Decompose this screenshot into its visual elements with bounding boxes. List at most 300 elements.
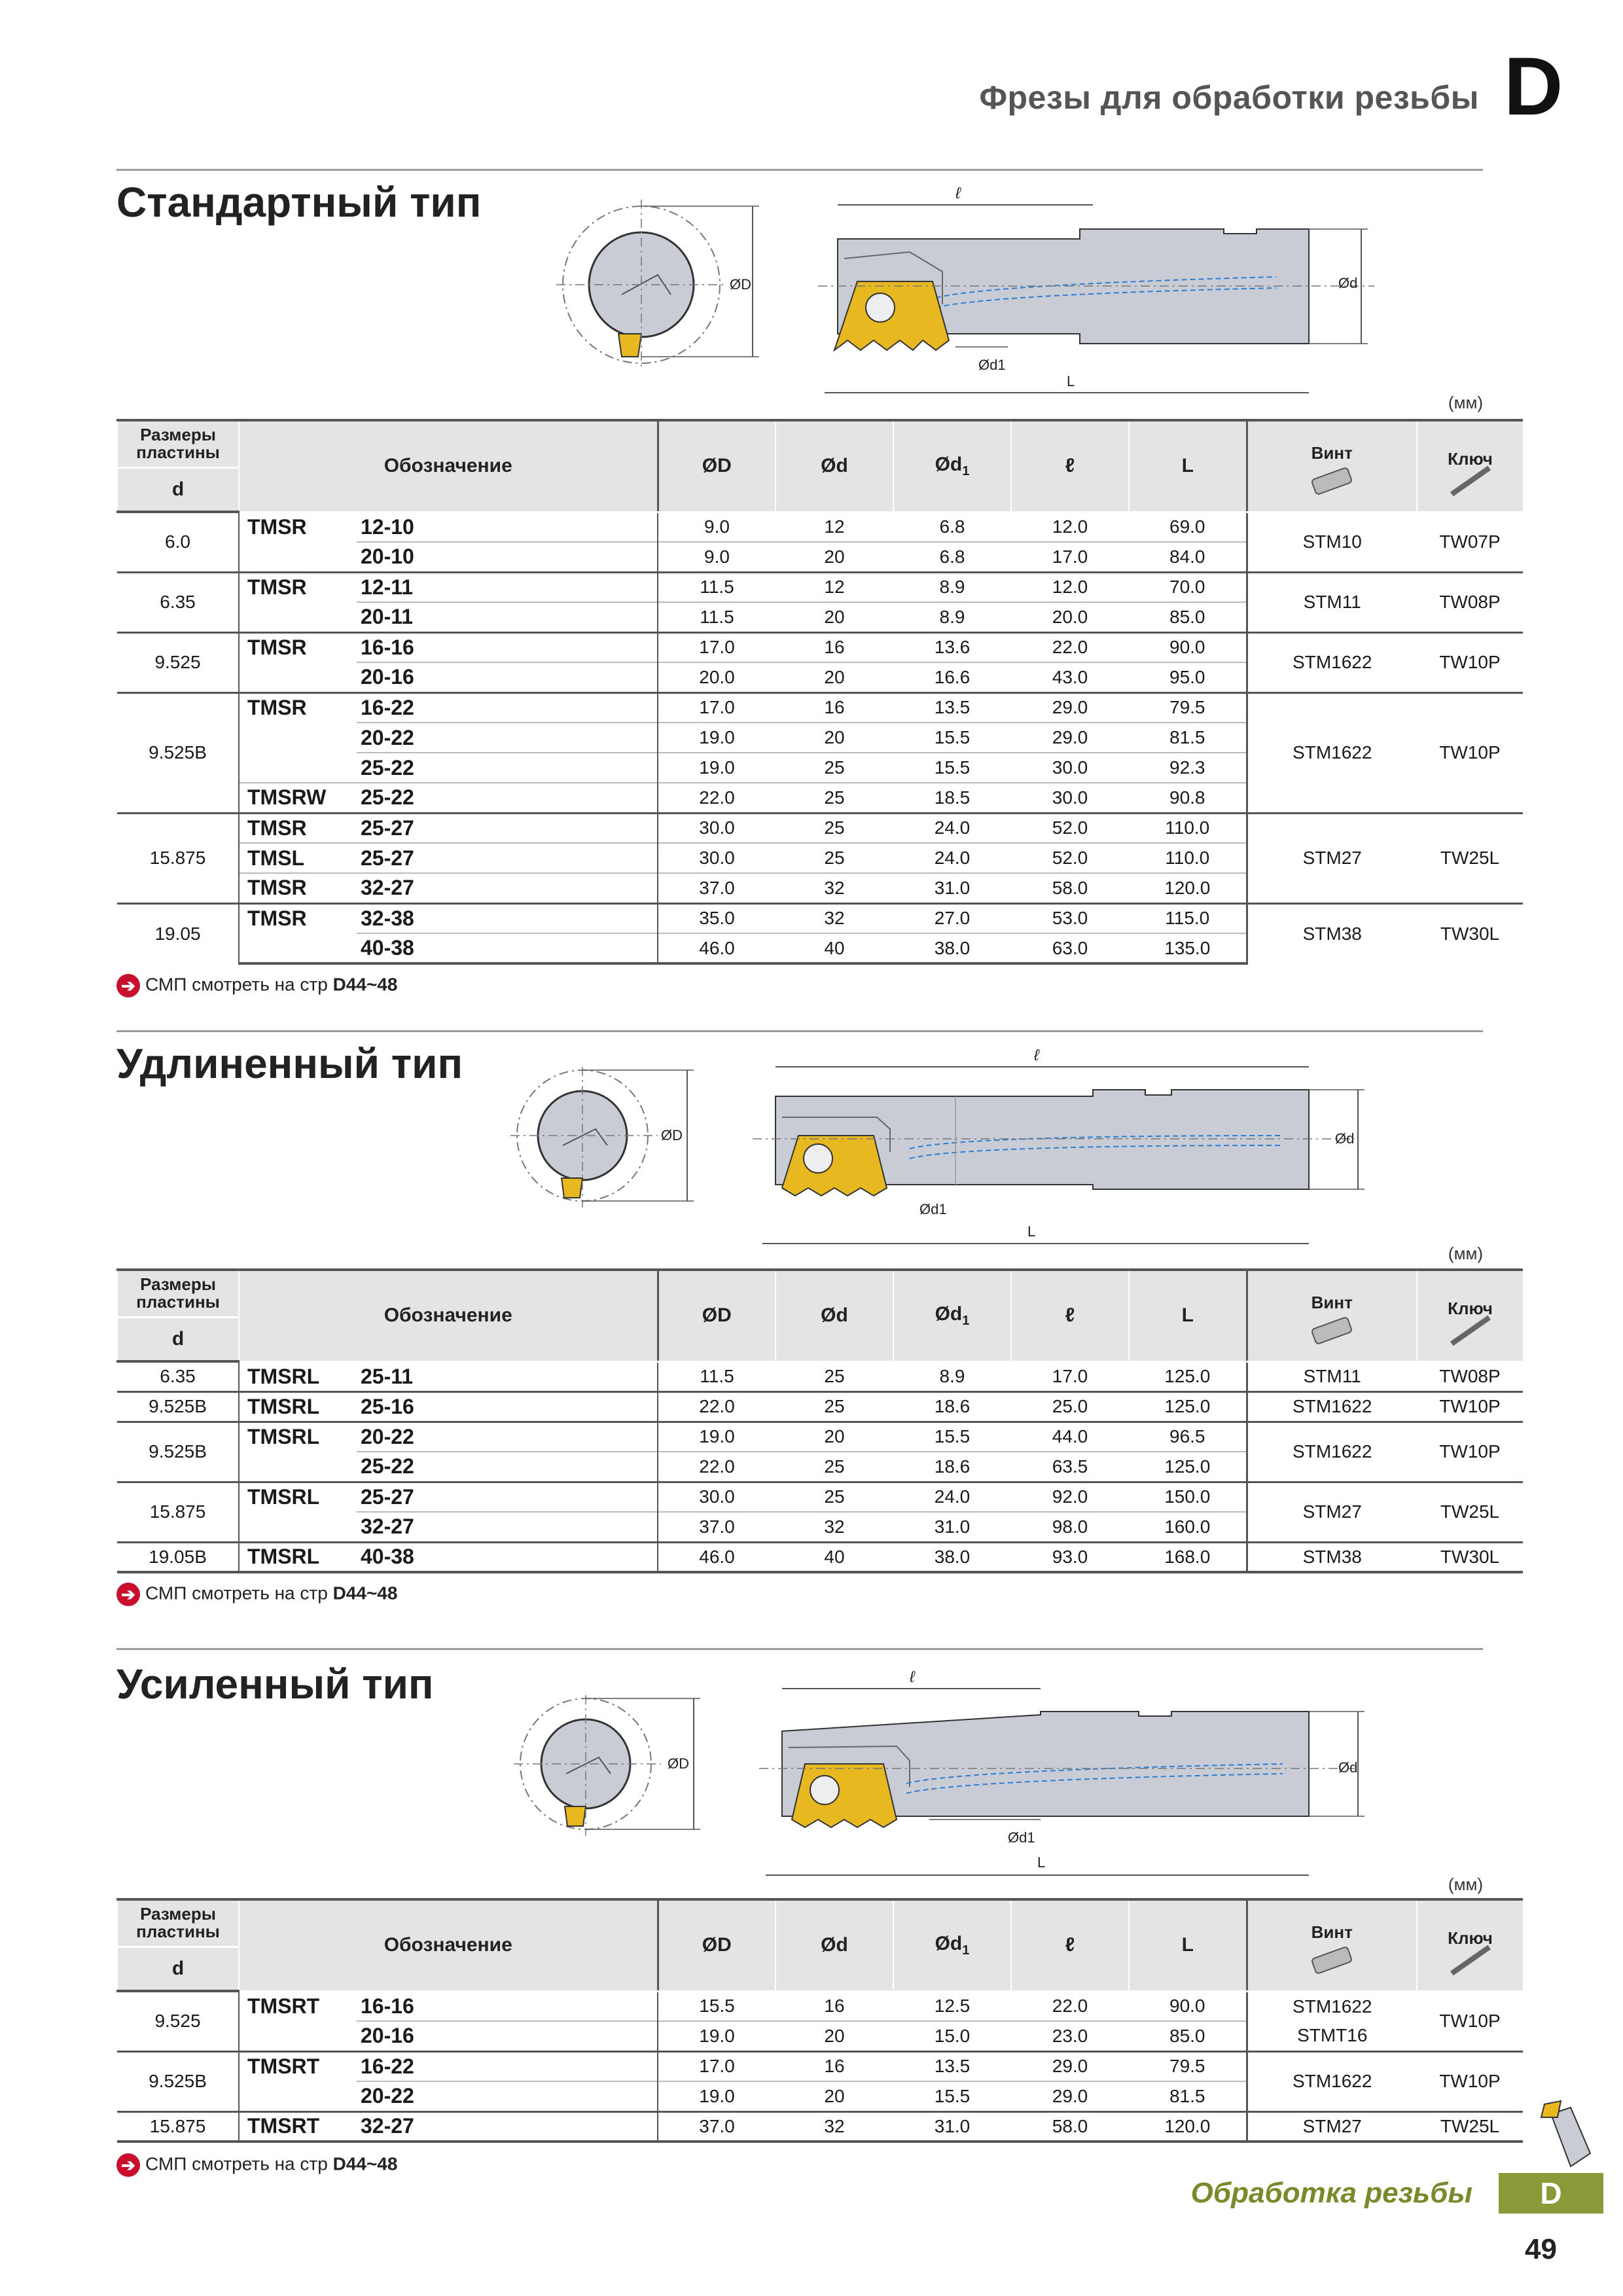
table-cell: 30.0 xyxy=(658,813,776,843)
table-cell: 120.0 xyxy=(1129,2111,1247,2142)
insert-reference-note-3[interactable]: ➔ СМП смотреть на стр D44~48 xyxy=(116,2153,397,2177)
table-cell: 40 xyxy=(776,1542,893,1572)
dim-label-d1: Ød1 xyxy=(978,357,1006,373)
header-title: Фрезы для обработки резьбы xyxy=(979,79,1479,116)
table-cell: 20 xyxy=(776,662,893,692)
dim-label-l: ℓ xyxy=(955,185,961,202)
table-cell: TMSR xyxy=(239,873,357,903)
table-cell: STM27 xyxy=(1247,2111,1417,2142)
spec-table-standard xyxy=(116,419,1523,965)
table-cell: 15.0 xyxy=(893,2021,1011,2051)
table-cell: TW10P xyxy=(1417,632,1523,692)
svg-text:ØD: ØD xyxy=(661,1127,683,1143)
table-cell: 37.0 xyxy=(658,1512,776,1542)
table-cell: TMSL xyxy=(239,843,357,873)
table-cell: 32 xyxy=(776,873,893,903)
table-cell: 29.0 xyxy=(1011,2081,1129,2111)
table-cell: 19.0 xyxy=(658,723,776,753)
table-cell: TW10P xyxy=(1417,1391,1523,1422)
table-cell: 20-16 xyxy=(357,2021,658,2051)
header-L: L xyxy=(1129,420,1247,512)
table-cell: TMSRL xyxy=(239,1361,357,1391)
table-cell: 25-11 xyxy=(357,1361,658,1391)
header-rule xyxy=(116,169,1483,171)
table-cell: 15.875 xyxy=(117,1482,239,1542)
table-cell: 19.0 xyxy=(658,2081,776,2111)
table-cell: 25 xyxy=(776,1361,893,1391)
table-cell: 11.5 xyxy=(658,602,776,632)
table-cell: 25.0 xyxy=(1011,1391,1129,1422)
table-cell: 95.0 xyxy=(1129,662,1247,692)
header-section-letter: D xyxy=(1504,41,1563,132)
svg-text:ℓ: ℓ xyxy=(910,1668,915,1686)
table-cell: 16-16 xyxy=(357,1991,658,2021)
table-header-cell: $Ød_1$ xyxy=(893,1270,1011,1361)
table-cell: 6.8 xyxy=(893,512,1011,542)
table-cell: 135.0 xyxy=(1129,933,1247,963)
section-title-reinforced: Усиленный тип xyxy=(116,1660,434,1708)
key-icon xyxy=(1450,465,1491,496)
table-header-cell: L xyxy=(1129,1899,1247,1991)
drawing-standard-side-view xyxy=(818,180,1394,403)
table-cell: TW07P xyxy=(1417,512,1523,572)
table-cell: 16 xyxy=(776,1991,893,2021)
table-cell: 16-16 xyxy=(357,632,658,662)
table-header-cell: Обозначение xyxy=(239,1270,658,1361)
table-cell: 63.0 xyxy=(1011,933,1129,963)
table-cell: 32-27 xyxy=(357,873,658,903)
table-cell: STM1622 xyxy=(1247,692,1417,813)
table-cell: TMSRL xyxy=(239,1391,357,1422)
header-l: ℓ xyxy=(1011,420,1129,512)
table-cell: 31.0 xyxy=(893,2111,1011,2142)
table-cell: 40 xyxy=(776,933,893,963)
table-cell: 81.5 xyxy=(1129,2081,1247,2111)
table-cell: STM11 xyxy=(1247,572,1417,632)
table-cell: 25 xyxy=(776,1482,893,1512)
table-cell: 9.525 xyxy=(117,632,239,692)
table-cell: 16.6 xyxy=(893,662,1011,692)
table-cell: 15.5 xyxy=(893,723,1011,753)
table-cell: 58.0 xyxy=(1011,2111,1129,2142)
table-cell: 32-27 xyxy=(357,1512,658,1542)
table-cell: 40-38 xyxy=(357,1542,658,1572)
table-cell: TMSRT xyxy=(239,2051,357,2081)
table-cell: STM1622 xyxy=(1247,2051,1417,2111)
table-cell: STMT16 xyxy=(1247,2021,1417,2051)
table-cell: TMSR xyxy=(239,813,357,843)
key-icon xyxy=(1450,1315,1491,1346)
table-cell: 18.5 xyxy=(893,783,1011,813)
table-cell: 96.5 xyxy=(1129,1422,1247,1452)
table-cell: 93.0 xyxy=(1011,1542,1129,1572)
table-cell: 30.0 xyxy=(658,843,776,873)
table-cell: 37.0 xyxy=(658,2111,776,2142)
table-cell: 40-38 xyxy=(357,933,658,963)
table-cell: 46.0 xyxy=(658,933,776,963)
svg-text:ØD: ØD xyxy=(668,1755,689,1772)
table-cell: 32 xyxy=(776,903,893,933)
table-cell: TW10P xyxy=(1417,1991,1523,2051)
table-cell: TW25L xyxy=(1417,813,1523,903)
table-header-cell: Размеры пластины xyxy=(117,1899,239,1946)
table-cell: 6.8 xyxy=(893,542,1011,572)
table-cell: 25-27 xyxy=(357,1482,658,1512)
table-cell: 16-22 xyxy=(357,692,658,723)
table-cell: STM1622 xyxy=(1247,1991,1417,2021)
header-D: ØD xyxy=(658,420,776,512)
table-cell: 16-22 xyxy=(357,2051,658,2081)
table-cell: 24.0 xyxy=(893,1482,1011,1512)
table-cell: 25 xyxy=(776,753,893,783)
table-cell: 24.0 xyxy=(893,843,1011,873)
table-cell: 29.0 xyxy=(1011,692,1129,723)
table-cell: 29.0 xyxy=(1011,723,1129,753)
table-cell: 58.0 xyxy=(1011,873,1129,903)
table-cell: 9.525B xyxy=(117,1422,239,1482)
table-cell: 25-27 xyxy=(357,813,658,843)
table-cell: TMSRL xyxy=(239,1482,357,1512)
table-header-cell: Размеры пластины xyxy=(117,1270,239,1317)
table-cell: 9.525B xyxy=(117,2051,239,2111)
table-cell: 25-27 xyxy=(357,843,658,873)
table-cell: 79.5 xyxy=(1129,2051,1247,2081)
table-cell: 12 xyxy=(776,572,893,602)
screw-icon xyxy=(1311,1316,1353,1345)
table-cell: 25-22 xyxy=(357,783,658,813)
footer-section-tab[interactable]: D xyxy=(1499,2173,1603,2214)
header-insert-size: Размеры пластины xyxy=(117,420,239,467)
drawing-extended-side-view xyxy=(753,1044,1381,1253)
table-cell: 8.9 xyxy=(893,572,1011,602)
table-cell: 6.35 xyxy=(117,572,239,632)
table-cell: TMSRL xyxy=(239,1542,357,1572)
table-cell: 31.0 xyxy=(893,873,1011,903)
table-cell: 120.0 xyxy=(1129,873,1247,903)
table-cell: 20-22 xyxy=(357,1422,658,1452)
table-cell: 12.5 xyxy=(893,1991,1011,2021)
table-cell: 32 xyxy=(776,1512,893,1542)
table-cell: 90.0 xyxy=(1129,1991,1247,2021)
table-cell: 32-27 xyxy=(357,2111,658,2142)
table-header-cell: Ød xyxy=(776,1899,893,1991)
table-cell: 9.0 xyxy=(658,542,776,572)
table-cell: 125.0 xyxy=(1129,1391,1247,1422)
table-header-cell: Обозначение xyxy=(239,1899,658,1991)
table-cell: 20-22 xyxy=(357,723,658,753)
table-cell: 43.0 xyxy=(1011,662,1129,692)
header-key: Ключ xyxy=(1417,420,1523,512)
table-cell: 90.8 xyxy=(1129,783,1247,813)
insert-reference-note-2[interactable]: ➔ СМП смотреть на стр D44~48 xyxy=(116,1583,397,1606)
table-cell: 18.6 xyxy=(893,1452,1011,1482)
table-cell: 22.0 xyxy=(658,1391,776,1422)
spec-table-extended xyxy=(116,1268,1523,1573)
table-cell: TW08P xyxy=(1417,1361,1523,1391)
table-cell: 115.0 xyxy=(1129,903,1247,933)
table-cell: TW25L xyxy=(1417,1482,1523,1542)
table-cell: 20-10 xyxy=(357,542,658,572)
table-cell: 25 xyxy=(776,843,893,873)
table-cell: 81.5 xyxy=(1129,723,1247,753)
table-cell: 44.0 xyxy=(1011,1422,1129,1452)
header-insert-d: d xyxy=(117,467,239,512)
svg-text:ℓ: ℓ xyxy=(1034,1047,1039,1064)
table-cell: 9.525 xyxy=(117,1991,239,2051)
table-cell: 19.0 xyxy=(658,753,776,783)
table-cell xyxy=(239,723,357,753)
table-cell: STM10 xyxy=(1247,512,1417,572)
header-d1: $Ød_1$ xyxy=(893,420,1011,512)
table-cell: 12-10 xyxy=(357,512,658,542)
table-cell: 17.0 xyxy=(658,632,776,662)
table-cell: 32 xyxy=(776,2111,893,2142)
drawing-reinforced-side-view xyxy=(759,1662,1374,1885)
table-cell: TMSR xyxy=(239,572,357,602)
table-cell: 9.0 xyxy=(658,512,776,542)
table-cell: 125.0 xyxy=(1129,1452,1247,1482)
header-screw: Винт xyxy=(1247,420,1417,512)
table-cell: 84.0 xyxy=(1129,542,1247,572)
table-cell: 15.5 xyxy=(658,1991,776,2021)
table-cell: 11.5 xyxy=(658,1361,776,1391)
arrow-right-icon: ➔ xyxy=(116,974,140,997)
table-cell: 20 xyxy=(776,1422,893,1452)
section-rule-3 xyxy=(116,1648,1483,1650)
table-cell: 17.0 xyxy=(658,2051,776,2081)
table-header-cell: Винт xyxy=(1247,1270,1417,1361)
table-cell: TMSRL xyxy=(239,1422,357,1452)
table-cell: STM38 xyxy=(1247,1542,1417,1572)
table-cell xyxy=(239,753,357,783)
table-cell: TW10P xyxy=(1417,692,1523,813)
svg-text:L: L xyxy=(1027,1223,1036,1240)
table-cell: 18.6 xyxy=(893,1391,1011,1422)
table-header-cell: Ключ xyxy=(1417,1899,1523,1991)
table-cell: 15.875 xyxy=(117,813,239,903)
table-cell: 69.0 xyxy=(1129,512,1247,542)
table-cell: 17.0 xyxy=(658,692,776,723)
table-header-cell: Винт xyxy=(1247,1899,1417,1991)
table-header-cell: Ød xyxy=(776,1270,893,1361)
table-cell: TW10P xyxy=(1417,1422,1523,1482)
unit-label-2: (мм) xyxy=(1448,1244,1483,1263)
table-cell: 92.0 xyxy=(1011,1482,1129,1512)
table-cell: STM1622 xyxy=(1247,632,1417,692)
section-title-extended: Удлиненный тип xyxy=(116,1040,463,1087)
table-cell: TMSR xyxy=(239,632,357,662)
table-cell: 150.0 xyxy=(1129,1482,1247,1512)
table-cell: 13.6 xyxy=(893,632,1011,662)
insert-reference-note[interactable]: ➔ СМП смотреть на стр D44~48 xyxy=(116,974,397,997)
table-cell: 22.0 xyxy=(658,1452,776,1482)
table-cell: 37.0 xyxy=(658,873,776,903)
table-cell: 25 xyxy=(776,783,893,813)
table-cell: 8.9 xyxy=(893,602,1011,632)
table-cell: STM11 xyxy=(1247,1361,1417,1391)
table-cell: STM1622 xyxy=(1247,1422,1417,1482)
table-cell: STM1622 xyxy=(1247,1391,1417,1422)
screw-icon xyxy=(1311,466,1353,495)
table-cell: 125.0 xyxy=(1129,1361,1247,1391)
header-d: Ød xyxy=(776,420,893,512)
table-cell: 30.0 xyxy=(1011,753,1129,783)
table-cell: 12.0 xyxy=(1011,572,1129,602)
table-cell: 25 xyxy=(776,1391,893,1422)
table-cell: 25-22 xyxy=(357,753,658,783)
table-cell: 11.5 xyxy=(658,572,776,602)
table-cell: 30.0 xyxy=(658,1482,776,1512)
table-cell: 13.5 xyxy=(893,692,1011,723)
table-cell: 25 xyxy=(776,1452,893,1482)
table-cell: 20-11 xyxy=(357,602,658,632)
table-header-cell: Ключ xyxy=(1417,1270,1523,1361)
table-cell xyxy=(239,933,357,963)
table-cell: 20-22 xyxy=(357,2081,658,2111)
svg-text:L: L xyxy=(1037,1854,1046,1871)
table-cell: 16 xyxy=(776,632,893,662)
table-cell: 31.0 xyxy=(893,1512,1011,1542)
table-cell: TW08P xyxy=(1417,572,1523,632)
spec-table-reinforced xyxy=(116,1898,1523,2143)
table-header-cell: d xyxy=(117,1317,239,1361)
table-cell: 32-38 xyxy=(357,903,658,933)
arrow-right-icon: ➔ xyxy=(116,2153,140,2177)
table-cell: TMSR xyxy=(239,692,357,723)
table-cell: 20 xyxy=(776,2021,893,2051)
unit-label-3: (мм) xyxy=(1448,1874,1483,1894)
table-header-cell: ℓ xyxy=(1011,1899,1129,1991)
table-cell: 29.0 xyxy=(1011,2051,1129,2081)
table-cell xyxy=(239,662,357,692)
table-cell: 9.525B xyxy=(117,692,239,813)
table-cell: 46.0 xyxy=(658,1542,776,1572)
table-cell: 85.0 xyxy=(1129,602,1247,632)
table-cell: TMSRT xyxy=(239,2111,357,2142)
table-cell: 20.0 xyxy=(658,662,776,692)
table-cell: 53.0 xyxy=(1011,903,1129,933)
unit-label: (мм) xyxy=(1448,393,1483,412)
table-cell: STM27 xyxy=(1247,1482,1417,1542)
table-cell: 15.5 xyxy=(893,1422,1011,1452)
table-cell: 19.0 xyxy=(658,2021,776,2051)
table-cell: 30.0 xyxy=(1011,783,1129,813)
table-cell: 22.0 xyxy=(1011,1991,1129,2021)
section-title-standard: Стандартный тип xyxy=(116,179,482,226)
table-cell: 63.5 xyxy=(1011,1452,1129,1482)
table-cell: STM38 xyxy=(1247,903,1417,963)
table-header-cell: $Ød_1$ xyxy=(893,1899,1011,1991)
table-cell: 52.0 xyxy=(1011,813,1129,843)
table-cell: 98.0 xyxy=(1011,1512,1129,1542)
table-cell: 110.0 xyxy=(1129,813,1247,843)
dim-label-d: Ød xyxy=(1338,275,1358,291)
table-cell: 25 xyxy=(776,813,893,843)
table-cell: 20 xyxy=(776,542,893,572)
table-cell: TMSR xyxy=(239,903,357,933)
table-cell: 15.5 xyxy=(893,2081,1011,2111)
footer-section-name: Обработка резьбы xyxy=(1190,2177,1472,2209)
section-rule-2 xyxy=(116,1030,1483,1032)
table-cell: 19.05B xyxy=(117,1542,239,1572)
table-cell xyxy=(239,2081,357,2111)
table-header-cell: ØD xyxy=(658,1270,776,1361)
table-cell xyxy=(239,602,357,632)
table-cell: 85.0 xyxy=(1129,2021,1247,2051)
table-cell: TW10P xyxy=(1417,2051,1523,2111)
table-header-cell: d xyxy=(117,1946,239,1991)
table-cell: 22.0 xyxy=(658,783,776,813)
table-cell xyxy=(239,542,357,572)
table-cell: 168.0 xyxy=(1129,1542,1247,1572)
table-cell: 13.5 xyxy=(893,2051,1011,2081)
table-cell xyxy=(239,1512,357,1542)
dim-label-D: ØD xyxy=(730,276,751,293)
table-cell: 12 xyxy=(776,512,893,542)
table-cell: 160.0 xyxy=(1129,1512,1247,1542)
svg-text:Ød: Ød xyxy=(1338,1759,1358,1776)
table-cell: 15.875 xyxy=(117,2111,239,2142)
table-cell: 16 xyxy=(776,2051,893,2081)
table-cell: 38.0 xyxy=(893,933,1011,963)
table-cell: 16 xyxy=(776,692,893,723)
table-header-cell: ØD xyxy=(658,1899,776,1991)
svg-text:Ød: Ød xyxy=(1335,1130,1355,1147)
table-cell: 20-16 xyxy=(357,662,658,692)
svg-text:Ød1: Ød1 xyxy=(1008,1829,1035,1846)
table-cell xyxy=(239,1452,357,1482)
side-tool-thumbnail xyxy=(1531,2094,1603,2173)
header-designation: Обозначение xyxy=(239,420,658,512)
screw-icon xyxy=(1311,1945,1353,1975)
table-cell: 79.5 xyxy=(1129,692,1247,723)
table-cell: 20 xyxy=(776,2081,893,2111)
table-cell: 90.0 xyxy=(1129,632,1247,662)
table-cell: TW25L xyxy=(1417,2111,1523,2142)
table-cell: 15.5 xyxy=(893,753,1011,783)
table-cell: 23.0 xyxy=(1011,2021,1129,2051)
table-cell: STM27 xyxy=(1247,813,1417,903)
table-cell: 20 xyxy=(776,723,893,753)
key-icon xyxy=(1450,1945,1491,1975)
table-cell: 25-16 xyxy=(357,1391,658,1422)
table-cell: 9.525B xyxy=(117,1391,239,1422)
table-cell: TW30L xyxy=(1417,903,1523,963)
table-cell: 20 xyxy=(776,602,893,632)
table-cell: 38.0 xyxy=(893,1542,1011,1572)
dim-label-L: L xyxy=(1067,373,1075,389)
table-header-cell: L xyxy=(1129,1270,1247,1361)
table-cell: 20.0 xyxy=(1011,602,1129,632)
table-cell: 70.0 xyxy=(1129,572,1247,602)
table-cell: 17.0 xyxy=(1011,1361,1129,1391)
table-cell: 25-22 xyxy=(357,1452,658,1482)
arrow-right-icon: ➔ xyxy=(116,1583,140,1606)
table-cell: TW30L xyxy=(1417,1542,1523,1572)
table-cell: 22.0 xyxy=(1011,632,1129,662)
table-cell: 6.0 xyxy=(117,512,239,572)
svg-text:Ød1: Ød1 xyxy=(919,1201,947,1217)
table-header-cell: ℓ xyxy=(1011,1270,1129,1361)
table-cell: 17.0 xyxy=(1011,542,1129,572)
drawing-extended-end-view xyxy=(497,1060,720,1217)
drawing-standard-end-view xyxy=(543,196,779,386)
table-cell: 8.9 xyxy=(893,1361,1011,1391)
drawing-reinforced-end-view xyxy=(504,1689,726,1846)
table-cell: 19.05 xyxy=(117,903,239,963)
table-cell: 27.0 xyxy=(893,903,1011,933)
table-cell: 92.3 xyxy=(1129,753,1247,783)
